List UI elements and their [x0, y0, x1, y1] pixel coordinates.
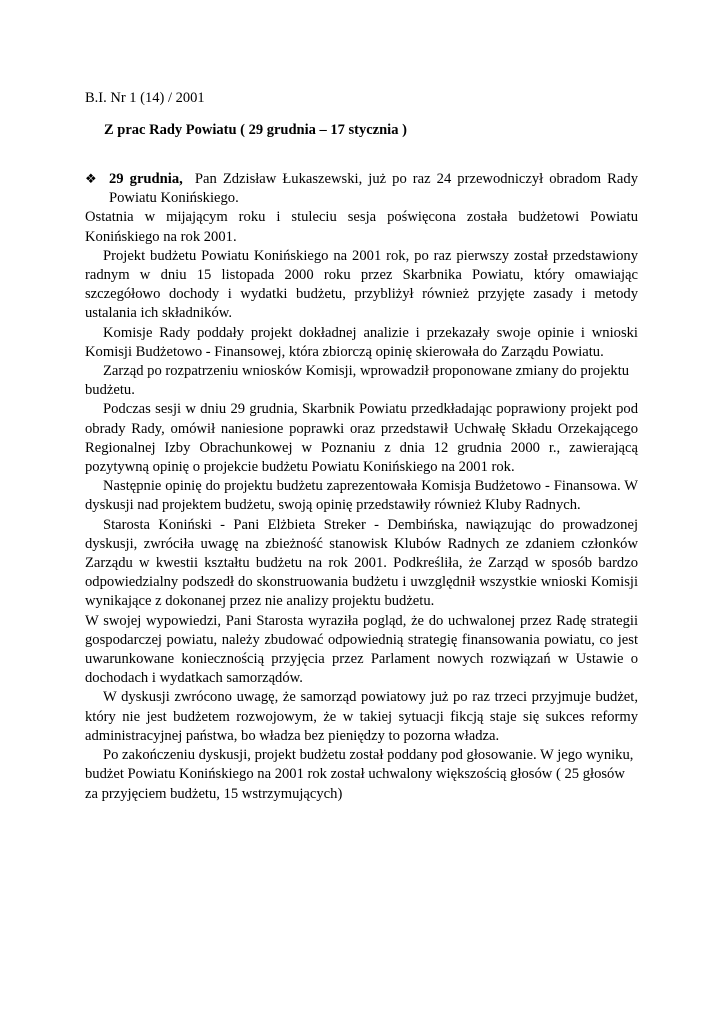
paragraph: Projekt budżetu Powiatu Konińskiego na 2001 rok, po raz pierwszy został przedstawiony radnym w dniu 15 listopada 2000 roku przez Skarbnika Powiatu, który omawiając szczegółowo dochody i wydatki budżetu, przybliżył również przyjęte zasady i metody ustalania ich składników.	[85, 247, 638, 322]
paragraph: Starosta Koniński - Pani Elżbieta Streker - Dembińska, nawiązując do prowadzonej dyskusji, zwróciła uwagę na zbieżność stanowisk Klubów Radnych ze zdaniem członków Zarządu w kwestii kształtu budżetu na rok 2001. Podkreśliła, że Zarząd w sposób bardzo odpowiedzialny podszedł do skonstruowania budżetu i uwzględnił wszystkie wnioski Komisji wynikające z dokonanej przez nie analizy projektu budżetu.	[85, 516, 638, 610]
diamond-bullet-icon: ❖	[85, 172, 97, 187]
paragraph: Podczas sesji w dniu 29 grudnia, Skarbnik Powiatu przedkładając poprawiony projekt pod obrady Rady, omówił naniesione poprawki oraz przedstawił Uchwałę Składu Orzekającego Regionalnej Izby Obrachunkowej w Poznaniu z dnia 12 grudnia 2000 r., zawierającą pozytywną opinię o projekcie budżetu Powiatu Konińskiego na 2001 rok.	[85, 401, 638, 476]
paragraph: W swojej wypowiedzi, Pani Starosta wyraziła pogląd, że do uchwalonej przez Radę strategii gospodarczej powiatu, należy zbudować odpowiednią strategię finansowania powiatu, co jest uwarunkowane koniecznością przyjęcia przez Parlament nowych rozwiązań w Ustawie o dochodach i wydatkach samorządów.	[85, 612, 638, 687]
bullet-text: Pan Zdzisław Łukaszewski, już po raz 24 przewodniczył obradom Rady Powiatu Konińskiego.	[109, 171, 642, 207]
paragraph: Następnie opinię do projektu budżetu zaprezentowała Komisja Budżetowo - Finansowa. W dyskusji nad projektem budżetu, swoją opinię przedstawiły również Kluby Radnych.	[85, 478, 638, 514]
article-body	[85, 170, 642, 804]
paragraph: Zarząd po rozpatrzeniu wniosków Komisji, wprowadził proponowane zmiany do projektu budżetu.	[85, 363, 630, 399]
paragraph: Komisje Rady poddały projekt dokładnej analizie i przekazały swoje opinie i wnioski Komisji Budżetowo - Finansowej, która zbiorczą opinię skierowała do Zarządu Powiatu.	[85, 324, 638, 360]
page-title: Z prac Rady Powiatu ( 29 grudnia – 17 stycznia )	[104, 122, 407, 138]
issue-number: B.I. Nr 1 (14) / 2001	[85, 90, 205, 106]
paragraph: Ostatnia w mijającym roku i stuleciu sesja poświęcona została budżetowi Powiatu Konińskiego na rok 2001.	[85, 209, 638, 245]
paragraph: W dyskusji zwrócono uwagę, że samorząd powiatowy już po raz trzeci przyjmuje budżet, który nie jest budżetem rozwojowym, że w takiej sytuacji fikcją staje się sukces reformy administracyjnej państwa, bo władza bez pieniędzy to pozorna władza.	[85, 689, 638, 744]
bullet-paragraph	[85, 170, 642, 208]
session-date: 29 grudnia,	[109, 171, 183, 187]
paragraph: Po zakończeniu dyskusji, projekt budżetu został poddany pod głosowanie. W jego wyniku, budżet Powiatu Konińskiego na 2001 rok został uchwalony większością głosów ( 25 głosów za przyjęciem budżetu, 15 wstrzymujących)	[85, 747, 634, 802]
